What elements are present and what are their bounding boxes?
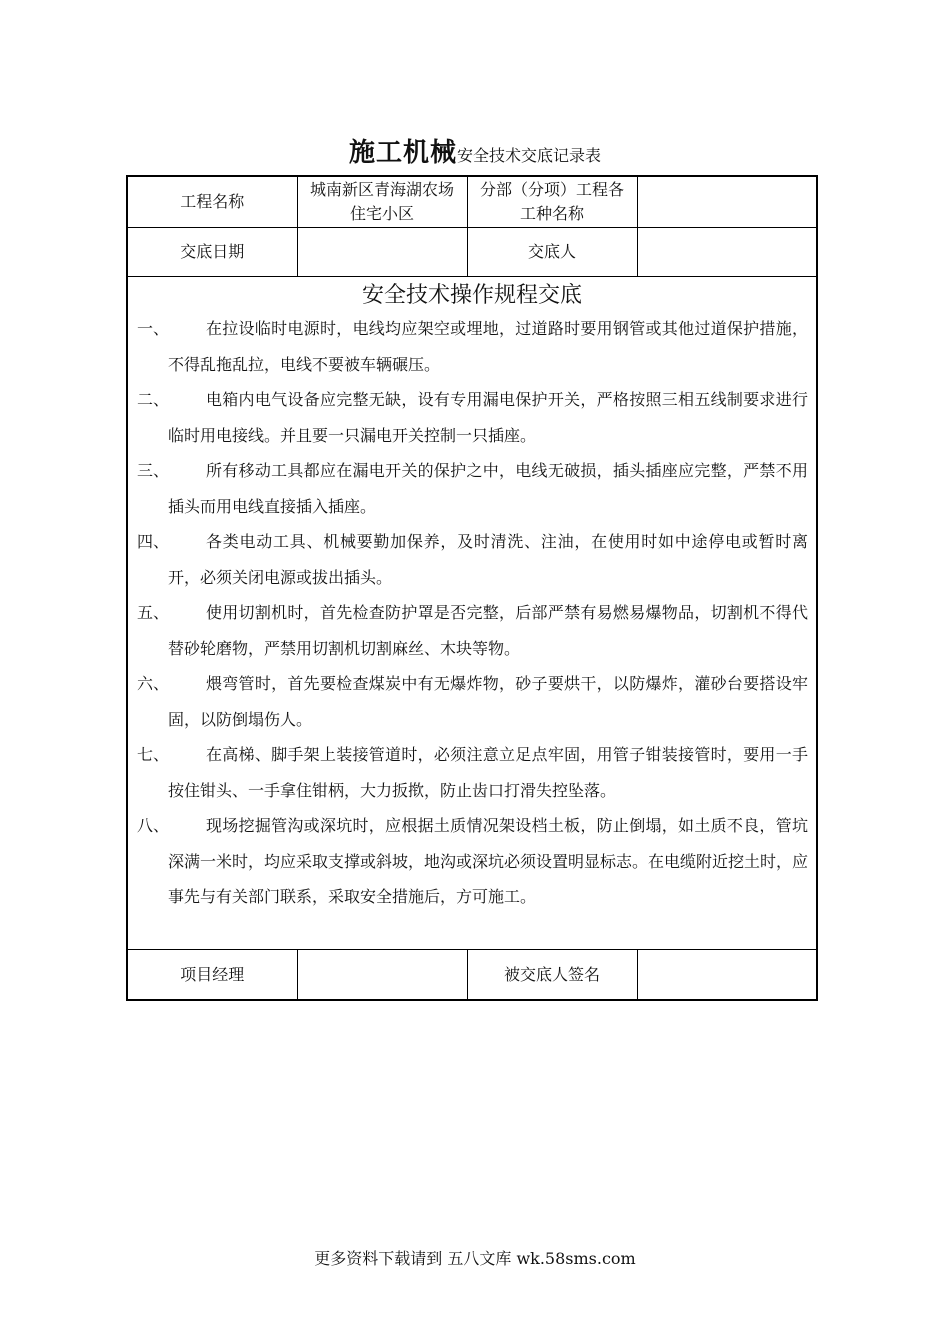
footer-text: 更多资料下载请到 五八文库 wk.58sms.com — [314, 1249, 636, 1268]
rule-text: 在拉设临时电源时，电线均应架空或埋地，过道路时要用钢管或其他过道保护措施，不得乱拖乱拉，电线不要被车辆碾压。 — [168, 319, 808, 374]
rule-text: 各类电动工具、机械要勤加保养，及时清洗、注油，在使用时如中途停电或暂时离开，必须关闭电源或拔出插头。 — [168, 532, 808, 587]
rule-number: 五、 — [137, 603, 170, 622]
rule-text: 在高梯、脚手架上装接管道时，必须注意立足点牢固，用管子钳装接管时，要用一手按住钳头、一手拿住钳柄，大力扳揿，防止齿口打滑失控坠落。 — [168, 745, 808, 800]
manager-label: 项目经理 — [127, 950, 297, 1001]
date-value[interactable] — [297, 228, 467, 277]
rule-text: 煨弯管时，首先要检查煤炭中有无爆炸物，砂子要烘干，以防爆炸，灌砂台要搭设牢固，以防倒塌伤人。 — [168, 674, 808, 729]
presenter-value[interactable] — [637, 228, 817, 277]
rule-number: 二、 — [137, 390, 170, 409]
rule-item — [128, 808, 816, 915]
rule-number: 六、 — [137, 674, 170, 693]
rule-number: 三、 — [137, 461, 170, 480]
rule-text: 所有移动工具都应在漏电开关的保护之中，电线无破损，插头插座应完整，严禁不用插头而用电线直接插入插座。 — [168, 461, 808, 516]
rule-text: 电箱内电气设备应完整无缺，设有专用漏电保护开关，严格按照三相五线制要求进行临时用电接线。并且要一只漏电开关控制一只插座。 — [168, 390, 808, 445]
date-row — [127, 228, 817, 277]
rule-number: 八、 — [137, 816, 170, 835]
rule-number: 七、 — [137, 745, 170, 764]
recipient-label: 被交底人签名 — [467, 950, 637, 1001]
rule-item — [128, 382, 816, 453]
project-name-label: 工程名称 — [127, 176, 297, 228]
presenter-label: 交底人 — [467, 228, 637, 277]
rules-list — [128, 311, 816, 915]
rule-item — [128, 524, 816, 595]
project-row — [127, 176, 817, 228]
rule-item — [128, 595, 816, 666]
rule-item — [128, 453, 816, 524]
rule-item — [128, 666, 816, 737]
rule-item — [128, 311, 816, 382]
rule-number: 一、 — [137, 319, 170, 338]
division-label: 分部（分项）工程各工种名称 — [467, 176, 637, 228]
recipient-signature[interactable] — [637, 950, 817, 1001]
signoff-row — [127, 950, 817, 1001]
content-row — [127, 277, 817, 950]
rule-text: 现场挖掘管沟或深坑时，应根据土质情况架设档土板，防止倒塌，如土质不良，管坑深满一米时，均应采取支撑或斜坡，地沟或深坑必须设置明显标志。在电缆附近挖土时，应事先与有关部门联系，采取安全措施后，方可施工。 — [168, 816, 809, 906]
record-form-table — [126, 175, 818, 1001]
project-name-value[interactable]: 城南新区青海湖农场住宅小区 — [297, 176, 467, 228]
title-sub: 安全技术交底记录表 — [457, 146, 602, 165]
section-title: 安全技术操作规程交底 — [361, 283, 582, 308]
content-cell — [127, 277, 817, 950]
manager-signature[interactable] — [297, 950, 467, 1001]
rule-item — [128, 737, 816, 808]
document-title — [0, 132, 950, 169]
rule-text: 使用切割机时，首先检查防护罩是否完整，后部严禁有易燃易爆物品，切割机不得代替砂轮磨物，严禁用切割机切割麻丝、木块等物。 — [168, 603, 808, 658]
date-label: 交底日期 — [127, 228, 297, 277]
division-value[interactable] — [637, 176, 817, 228]
title-main: 施工机械 — [348, 138, 457, 168]
rule-number: 四、 — [137, 532, 170, 551]
